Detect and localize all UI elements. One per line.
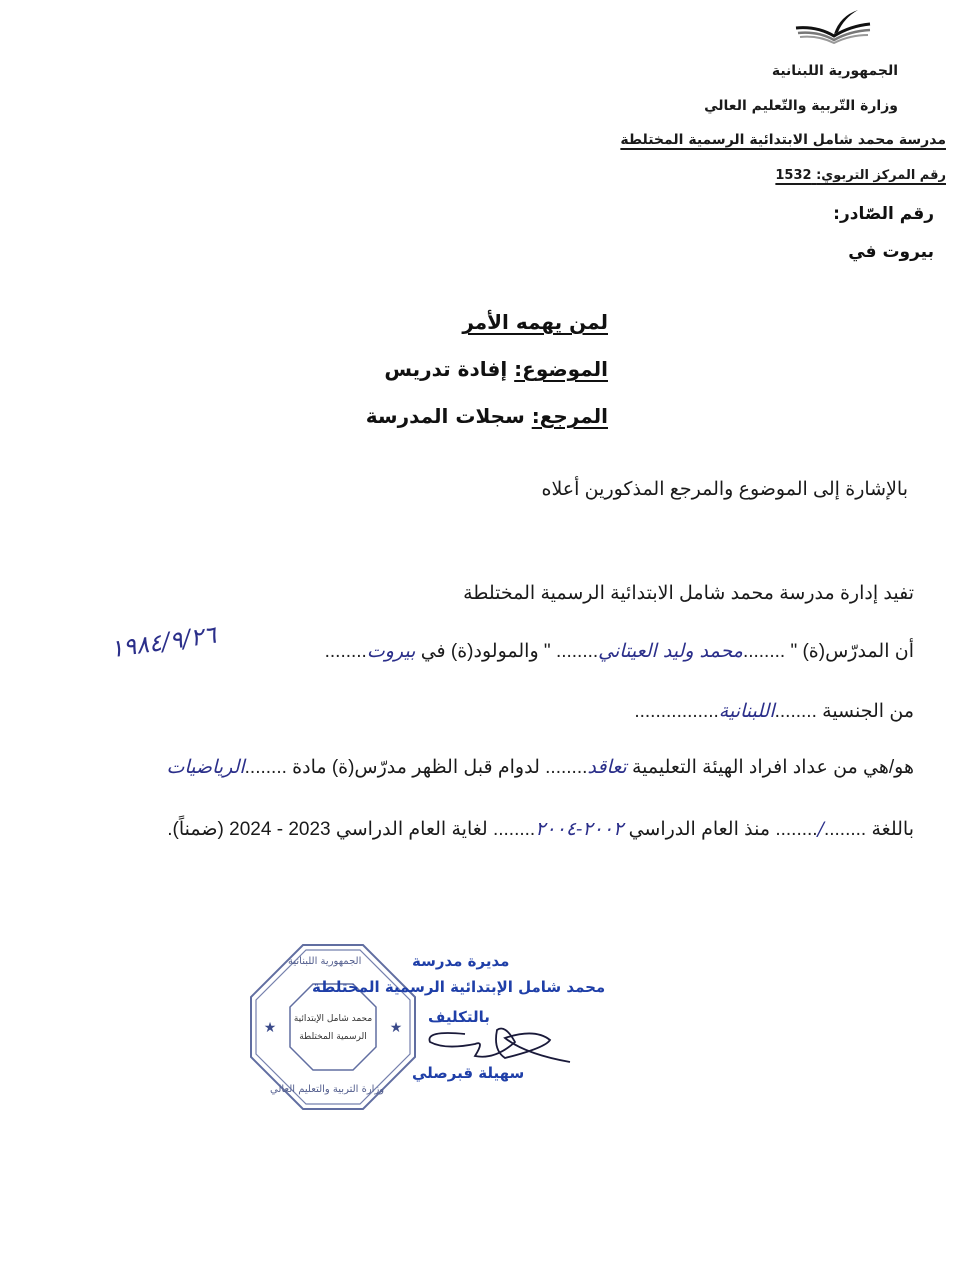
body-line-3 (634, 700, 914, 723)
stamp-outer-top: الجمهورية اللبنانية (288, 956, 362, 967)
assignment-label: بالتكليف (428, 1008, 490, 1026)
dots: ........ (545, 757, 588, 778)
republic-name: الجمهورية اللبنانية (771, 63, 898, 79)
dots: ........ (676, 701, 719, 722)
dots: ........ (244, 757, 287, 778)
since-year-handwritten: ٢٠٠٢-٢٠٠٤ (535, 818, 624, 840)
signatory-name: سهيلة قبرصلي (412, 1064, 525, 1082)
subject-handwritten: الرياضيات (166, 756, 245, 778)
star-icon: ★ (263, 1020, 277, 1036)
center-number (775, 168, 946, 183)
stamp-outer-bottom: وزارة التربية والتعليم العالي (270, 1084, 385, 1095)
center-number-value: 1532 (775, 168, 812, 183)
nationality-prefix: من الجنسية (822, 701, 914, 722)
signatory-title-1: مديرة مدرسة (412, 952, 510, 970)
body-line-2 (325, 640, 914, 663)
outgoing-number-label: رقم الصّادر: (833, 204, 934, 224)
center-number-label: رقم المركز التربوي: (816, 168, 946, 183)
reference-value: سجلات المدرسة (365, 404, 525, 428)
teacher-name-handwritten: محمد وليد العيتاني (598, 640, 743, 662)
nationality-handwritten: اللبنانية (718, 700, 775, 722)
ministry-logo (792, 6, 872, 44)
staff-prefix: هو/هي من عداد افراد الهيئة التعليمية (631, 757, 914, 778)
stamp-inner-line2: الرسمية المختلطة (299, 1032, 367, 1042)
to-whom-heading: لمن يهمه الأمر (462, 310, 608, 334)
stamp-inner-line1: محمد شامل الإبتدائية (293, 1014, 373, 1024)
body-line-1: تفيد إدارة مدرسة محمد شامل الابتدائية الرسمية المختلطة (463, 583, 914, 604)
dots: ........ (555, 641, 599, 662)
dots: ........ (823, 819, 867, 840)
status-handwritten: تعاقد (587, 756, 627, 778)
handwritten-signature (405, 1020, 575, 1070)
dots: ........ (775, 819, 818, 840)
birthdate-handwritten: ١٩٨٤/٩/٢٦ (108, 620, 218, 664)
dots: ........ (774, 701, 817, 722)
intro-line: بالإشارة إلى الموضوع والمرجع المذكورين أعلاه (541, 479, 908, 500)
dots: ........ (324, 641, 367, 662)
born-in-text: " والمولود(ة) في (420, 641, 551, 662)
school-name: مدرسة محمد شامل الابتدائية الرسمية المختلطة (620, 132, 946, 148)
reference-heading (366, 404, 608, 428)
birthplace-handwritten: بيروت (366, 640, 416, 662)
until-text: لغاية العام الدراسي 2023 - 2024 (ضمناً). (167, 819, 488, 840)
school-stamp (248, 942, 418, 1112)
teacher-prefix: أن المدرّس(ة) " (790, 641, 914, 662)
dots: ........ (742, 641, 786, 662)
ministry-name: وزارة التّربية والتّعليم العالي (704, 98, 898, 114)
dots: ........ (492, 819, 536, 840)
subject-label: الموضوع: (514, 357, 608, 381)
subject-heading (384, 357, 608, 381)
body-line-5 (167, 818, 914, 841)
since-text: منذ العام الدراسي (628, 819, 771, 840)
language-handwritten: / (817, 818, 824, 840)
reference-label: المرجع: (531, 404, 608, 428)
star-icon: ★ (389, 1020, 403, 1036)
body-line-4 (166, 756, 914, 779)
language-prefix: باللغة (871, 819, 914, 840)
signatory-title-2: محمد شامل الإبتدائية الرسمية المختلطة (312, 978, 606, 996)
open-book-quill-icon (792, 6, 872, 44)
subject-text: لدوام قبل الظهر مدرّس(ة) مادة (292, 757, 540, 778)
place-date-label: بيروت في (848, 242, 934, 262)
subject-value: إفادة تدريس (384, 357, 508, 381)
dots: ........ (634, 701, 677, 722)
